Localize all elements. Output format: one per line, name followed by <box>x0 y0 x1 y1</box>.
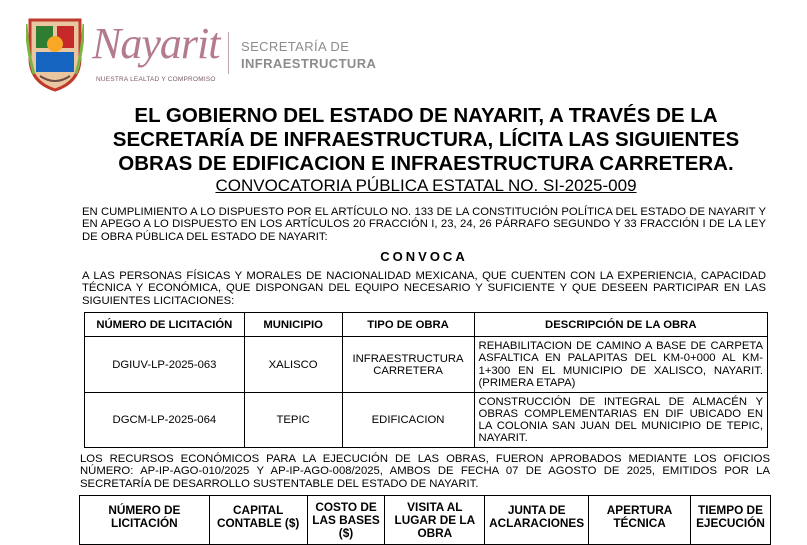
title-line-1: EL GOBIERNO DEL ESTADO DE NAYARIT, A TRAVÉS DE LA <box>134 104 718 127</box>
logo-tagline: NUESTRA LEALTAD Y COMPROMISO <box>96 76 216 83</box>
requirements-table <box>79 495 771 545</box>
title-line-2: SECRETARÍA DE INFRAESTRUCTURA, LÍCITA LAS SIGUIENTES <box>112 128 740 151</box>
header-apertura: APERTURA TÉCNICA <box>589 496 691 545</box>
header-tiempo: TIEMPO DE EJECUCIÓN <box>690 496 770 545</box>
convocatoria-number: CONVOCATORIA PÚBLICA ESTATAL NO. SI-2025-009 <box>215 176 637 195</box>
intro-paragraph: EN CUMPLIMIENTO A LO DISPUESTO POR EL ARTÍCULO NO. 133 DE LA CONSTITUCIÓN POLÍTICA DEL ESTADO DE NAYARIT Y EN APEGO A LO DISPUESTO EN LOS ARTÍCULOS 20 FRACCIÓN I, 23, 24, 26 PÁRRAFO SEGUNDO Y 33 FRACCIÓN I DE LA LEY DE OBRA PÚBLICA DEL ESTADO DE NAYARIT: <box>82 206 766 243</box>
logo-divider <box>228 32 229 74</box>
cell-municipio: XALISCO <box>244 337 342 393</box>
cell-tipo: INFRAESTRUCTURA CARRETERA <box>342 337 474 393</box>
header-costo-bases: COSTO DE LAS BASES ($) <box>307 496 385 545</box>
header-municipio: MUNICIPIO <box>244 313 342 337</box>
header-junta: JUNTA DE ACLARACIONES <box>485 496 589 545</box>
table-row <box>85 393 768 448</box>
cell-descripcion: CONSTRUCCIÓN DE INTEGRAL DE ALMACÉN Y OBRAS COMPLEMENTARIAS EN DIF UBICADO EN LA COLONIA SAN JUAN DEL MUNICIPIO DE TEPIC, NAYARIT. <box>474 393 767 448</box>
nayarit-coat-of-arms-icon <box>26 14 84 92</box>
table-header-row <box>80 496 771 545</box>
secretaria-line-1: SECRETARÍA DE <box>241 39 350 54</box>
secretaria-name <box>241 38 376 72</box>
nayarit-logo-text: Nayarit <box>92 19 220 68</box>
header-numero: NÚMERO DE LICITACIÓN <box>80 496 210 545</box>
invitation-paragraph: A LAS PERSONAS FÍSICAS Y MORALES DE NACIONALIDAD MEXICANA, QUE CUENTEN CON LA EXPERIENCIA, CAPACIDAD TÉCNICA Y ECONÓMICA, QUE DISPONGAN DEL EQUIPO NECESARIO Y SUFICIENTE Y QUE DESEEN PARTICIPAR EN LAS SIGUIENTES LICITACIONES: <box>82 270 766 307</box>
cell-descripcion: REHABILITACION DE CAMINO A BASE DE CARPETA ASFALTICA EN PALAPITAS DEL KM-0+000 AL KM-1+300 EN EL MUNICIPIO DE XALISCO, NAYARIT. (PRIMERA ETAPA) <box>474 337 767 393</box>
secretaria-line-2: INFRAESTRUCTURA <box>241 56 377 71</box>
cell-tipo: EDIFICACION <box>342 393 474 448</box>
cell-numero: DGIUV-LP-2025-063 <box>85 337 245 393</box>
header-numero: NÚMERO DE LICITACIÓN <box>85 313 245 337</box>
resources-paragraph: LOS RECURSOS ECONÓMICOS PARA LA EJECUCIÓN DE LAS OBRAS, FUERON APROBADOS MEDIANTE LOS OFICIOS NÚMERO: AP-IP-AGO-010/2025 Y AP-IP-AGO-008/2025, AMBOS DE FECHA 07 DE AGOSTO DE 2025, EMITIDOS POR LA SECRETARÍA DE DESARROLLO SUSTENTABLE DEL ESTADO DE NAYARIT. <box>80 453 770 490</box>
header-descripcion: DESCRIPCIÓN DE LA OBRA <box>474 313 767 337</box>
table-row <box>85 337 768 393</box>
header-capital: CAPITAL CONTABLE ($) <box>209 496 307 545</box>
page-header <box>0 0 807 100</box>
table-header-row <box>85 313 768 337</box>
cell-numero: DGCM-LP-2025-064 <box>85 393 245 448</box>
header-tipo: TIPO DE OBRA <box>342 313 474 337</box>
header-visita: VISITA AL LUGAR DE LA OBRA <box>385 496 485 545</box>
page-title <box>86 104 766 176</box>
title-line-3: OBRAS DE EDIFICACION E INFRAESTRUCTURA CARRETERA. <box>118 152 734 175</box>
cell-municipio: TEPIC <box>244 393 342 448</box>
convoca-heading: CONVOCA <box>380 249 468 264</box>
licitaciones-table <box>84 312 768 448</box>
